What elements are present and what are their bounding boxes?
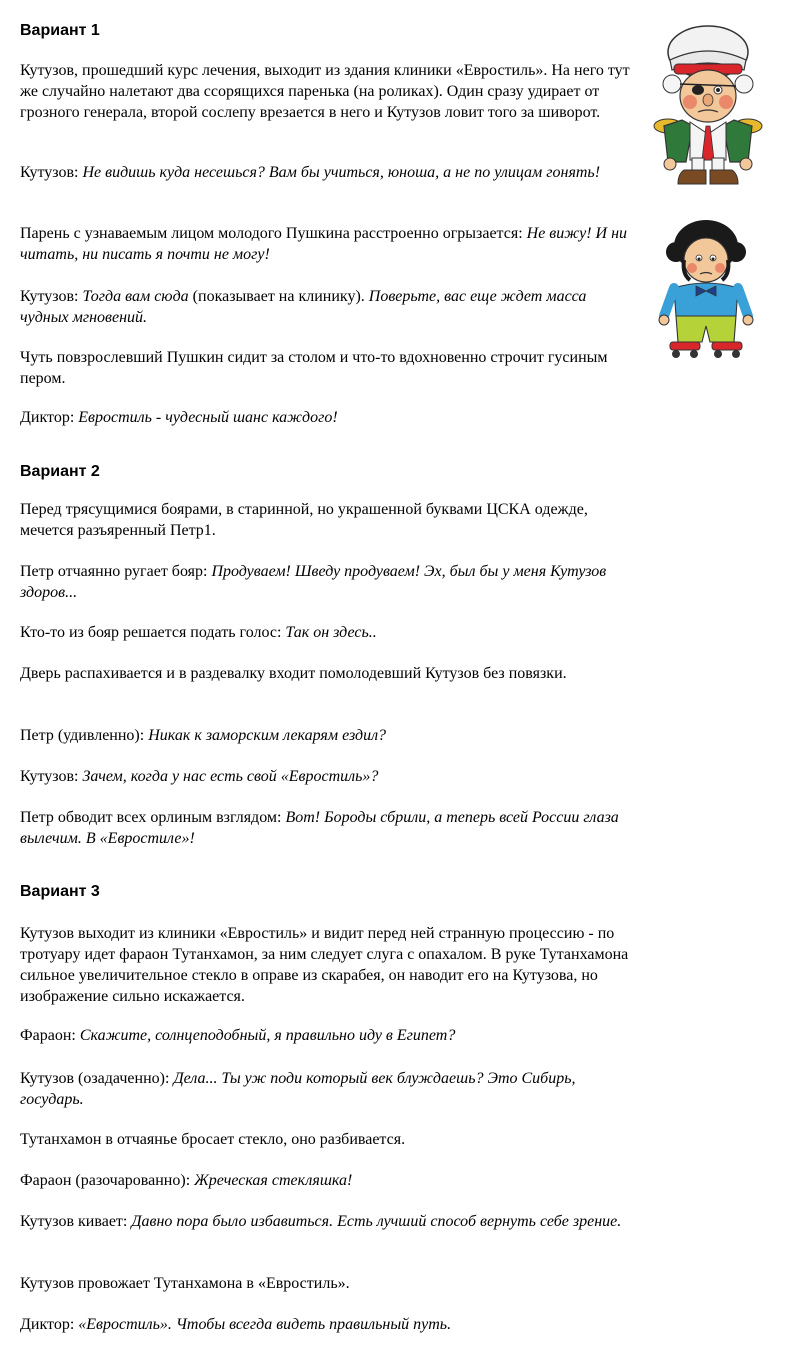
section-3-title: Вариант 3 <box>20 883 100 900</box>
paragraph: Кутузов кивает: Давно пора было избавиться. Есть лучший способ вернуть себе зрение. <box>20 1213 622 1230</box>
paragraph: Дверь распахивается и в раздевалку входит помолодевший Кутузов без повязки. <box>20 665 567 682</box>
paragraph: Кутузов: Тогда вам сюда (показывает на клинику). Поверьте, вас еще ждет масса чудных мгновений. <box>20 288 587 326</box>
pushkin-cartoon-icon <box>656 216 756 361</box>
paragraph: Кутузов выходит из клиники «Евростиль» и видит перед ней странную процессию - по тротуару идет фараон Тутанхамон, за ним следует слуга с опахалом. В руке Тутанхамона сильное увеличительное стекло в оправе из скарабея, он наводит его на Кутузова, но изображение сильно искажается. <box>20 925 629 1005</box>
paragraph: Петр (удивленно): Никак к заморским лекарям ездил? <box>20 727 387 744</box>
paragraph: Петр обводит всех орлиным взглядом: Вот! Бороды сбрили, а теперь всей России глаза вылечим. В «Евростиле»! <box>20 809 619 847</box>
paragraph: Кутузов (озадаченно): Дела... Ты уж поди который век блуждаешь? Это Сибирь, государь. <box>20 1070 576 1108</box>
paragraph: Кто-то из бояр решается подать голос: Так он здесь.. <box>20 624 377 641</box>
section-2-title: Вариант 2 <box>20 463 100 480</box>
paragraph: Диктор: «Евростиль». Чтобы всегда видеть правильный путь. <box>20 1316 452 1333</box>
paragraph: Диктор: Евростиль - чудесный шанс каждого! <box>20 409 338 426</box>
paragraph: Перед трясущимися боярами, в старинной, но украшенной буквами ЦСКА одежде, мечется разъяренный Петр1. <box>20 501 588 539</box>
section-1-title: Вариант 1 <box>20 22 100 39</box>
paragraph: Кутузов провожает Тутанхамона в «Евростиль». <box>20 1275 350 1292</box>
kutuzov-cartoon-icon <box>648 22 770 187</box>
paragraph: Кутузов: Зачем, когда у нас есть свой «Евростиль»? <box>20 768 379 785</box>
paragraph: Фараон: Скажите, солнцеподобный, я правильно иду в Египет? <box>20 1027 456 1044</box>
paragraph: Кутузов: Не видишь куда несешься? Вам бы учиться, юноша, а не по улицам гонять! <box>20 164 601 181</box>
paragraph: Парень с узнаваемым лицом молодого Пушкина расстроенно огрызается: Не вижу! И ни читать, ни писать я почти не могу! <box>20 225 628 263</box>
paragraph: Тутанхамон в отчаянье бросает стекло, оно разбивается. <box>20 1131 406 1148</box>
paragraph: Фараон (разочарованно): Жреческая стекляшка! <box>20 1172 353 1189</box>
paragraph: Петр отчаянно ругает бояр: Продуваем! Шведу продуваем! Эх, был бы у меня Кутузов здоров... <box>20 563 607 601</box>
paragraph: Чуть повзрослевший Пушкин сидит за столом и что-то вдохновенно строчит гусиным пером. <box>20 349 608 387</box>
paragraph: Кутузов, прошедший курс лечения, выходит из здания клиники «Евростиль». На него тут же случайно налетают два ссорящихся паренька (на роликах). Один сразу удирает от грозного генерала, второй сослепу врезается в него и Кутузов ловит того за шиворот. <box>20 62 630 121</box>
